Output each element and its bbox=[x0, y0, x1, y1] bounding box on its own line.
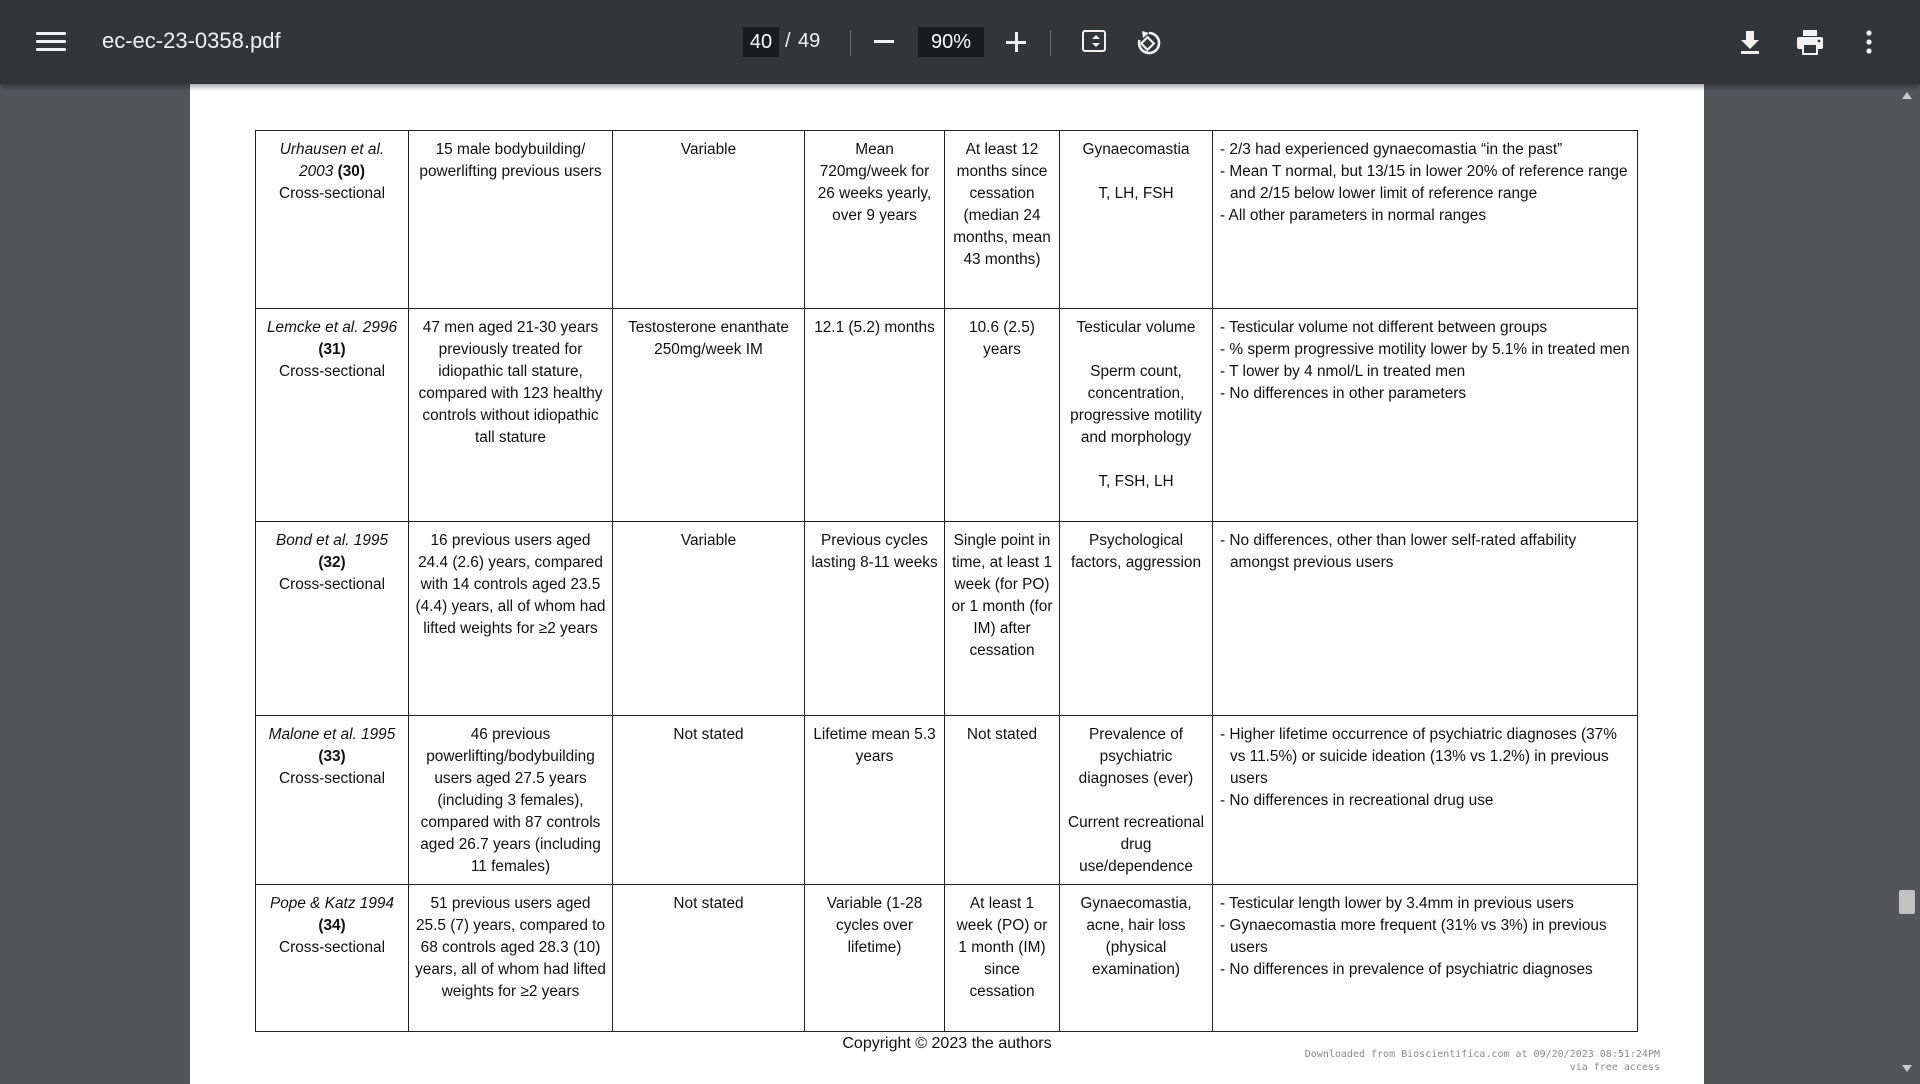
minus-icon[interactable] bbox=[874, 40, 894, 43]
vertical-scrollbar[interactable] bbox=[1894, 84, 1920, 1080]
duration-cell: Lifetime mean 5.3 years bbox=[805, 716, 945, 885]
document-title: ec-ec-23-0358.pdf bbox=[102, 28, 281, 53]
participants-cell: 15 male bodybuilding/ powerlifting previous users bbox=[409, 131, 613, 309]
toolbar-divider bbox=[1050, 30, 1051, 56]
time-since-cessation-cell: At least 12 months since cessation (median 24 months, mean 43 months) bbox=[945, 131, 1060, 309]
finding-item: - Testicular volume not different between groups bbox=[1220, 319, 1548, 336]
study-cell bbox=[256, 885, 409, 1032]
study-reference: (30) bbox=[337, 163, 365, 180]
findings-cell bbox=[1213, 885, 1638, 1032]
rotate-icon[interactable] bbox=[1134, 28, 1164, 58]
pdf-toolbar bbox=[0, 0, 1920, 84]
table-row bbox=[256, 885, 1638, 1032]
outcomes-cell: Testicular volume Sperm count, concentration, progressive motility and morphology T, FSH, LH bbox=[1060, 309, 1213, 522]
more-vertical-icon[interactable] bbox=[1860, 28, 1878, 56]
time-since-cessation-cell: 10.6 (2.5) years bbox=[945, 309, 1060, 522]
regimen-cell: Variable bbox=[613, 522, 805, 716]
time-since-cessation-cell: Single point in time, at least 1 week (for PO) or 1 month (for IM) after cessation bbox=[945, 522, 1060, 716]
study-cell bbox=[256, 716, 409, 885]
outcomes-cell: Psychological factors, aggression bbox=[1060, 522, 1213, 716]
duration-cell: Previous cycles lasting 8-11 weeks bbox=[805, 522, 945, 716]
finding-item: - T lower by 4 nmol/L in treated men bbox=[1220, 363, 1466, 380]
table-row bbox=[256, 131, 1638, 309]
scroll-down-arrow-icon[interactable] bbox=[1902, 1065, 1912, 1072]
time-since-cessation-cell: Not stated bbox=[945, 716, 1060, 885]
study-name: Malone et al. 1995 bbox=[268, 726, 396, 743]
toolbar-divider bbox=[850, 30, 851, 56]
study-design: Cross-sectional bbox=[278, 576, 386, 593]
study-reference: (31) bbox=[318, 341, 346, 358]
regimen-cell: Variable bbox=[613, 131, 805, 309]
findings-cell bbox=[1213, 716, 1638, 885]
findings-cell bbox=[1213, 309, 1638, 522]
participants-cell: 47 men aged 21-30 years previously treated for idiopathic tall stature, compared with 123 healthy controls without idiopathic tall stature bbox=[409, 309, 613, 522]
finding-item: - No differences, other than lower self-rated affability amongst previous users bbox=[1220, 532, 1577, 571]
study-name: Urhausen et al. 2003 bbox=[279, 141, 385, 180]
page-separator: / bbox=[785, 30, 791, 52]
participants-cell: 16 previous users aged 24.4 (2.6) years, compared with 14 controls aged 23.5 (4.4) years, all of whom had lifted weights for ≥2 years bbox=[409, 522, 613, 716]
outcomes-cell: Gynaecomastia, acne, hair loss (physical examination) bbox=[1060, 885, 1213, 1032]
table-row bbox=[256, 522, 1638, 716]
outcomes-cell: Prevalence of psychiatric diagnoses (ever) Current recreational drug use/dependence bbox=[1060, 716, 1213, 885]
scroll-thumb[interactable] bbox=[1899, 890, 1915, 914]
findings-cell bbox=[1213, 522, 1638, 716]
zoom-level[interactable]: 90% bbox=[918, 27, 984, 57]
print-icon[interactable] bbox=[1795, 28, 1825, 56]
finding-item: - Gynaecomastia more frequent (31% vs 3%) in previous users bbox=[1220, 917, 1607, 956]
study-cell bbox=[256, 522, 409, 716]
finding-item: - All other parameters in normal ranges bbox=[1220, 207, 1487, 224]
hamburger-menu-icon[interactable] bbox=[36, 28, 66, 56]
study-design: Cross-sectional bbox=[278, 363, 386, 380]
table-row bbox=[256, 309, 1638, 522]
findings-cell bbox=[1213, 131, 1638, 309]
study-cell bbox=[256, 309, 409, 522]
regimen-cell: Testosterone enanthate 250mg/week IM bbox=[613, 309, 805, 522]
finding-item: - No differences in recreational drug use bbox=[1220, 792, 1494, 809]
scroll-up-arrow-icon[interactable] bbox=[1902, 92, 1912, 99]
study-reference: (32) bbox=[318, 554, 346, 571]
study-design: Cross-sectional bbox=[278, 939, 386, 956]
duration-cell: Mean 720mg/week for 26 weeks yearly, over 9 years bbox=[805, 131, 945, 309]
fit-to-page-icon[interactable] bbox=[1082, 30, 1106, 52]
download-icon[interactable] bbox=[1736, 28, 1764, 56]
download-stamp-line: Downloaded from Bioscientifica.com at 09/20/2023 08:51:24PM bbox=[1304, 1049, 1660, 1060]
finding-item: - Testicular length lower by 3.4mm in previous users bbox=[1220, 895, 1574, 912]
finding-item: - Mean T normal, but 13/15 in lower 20% of reference range and 2/15 below lower limit of reference range bbox=[1220, 163, 1628, 202]
study-reference: (34) bbox=[318, 917, 346, 934]
regimen-cell: Not stated bbox=[613, 716, 805, 885]
finding-item: - % sperm progressive motility lower by 5.1% in treated men bbox=[1220, 341, 1630, 358]
total-pages: 49 bbox=[798, 30, 821, 52]
pdf-page bbox=[190, 84, 1704, 1084]
study-reference: (33) bbox=[318, 748, 346, 765]
participants-cell: 51 previous users aged 25.5 (7) years, compared to 68 controls aged 28.3 (10) years, all of whom had lifted weights for ≥2 years bbox=[409, 885, 613, 1032]
duration-cell: Variable (1-28 cycles over lifetime) bbox=[805, 885, 945, 1032]
study-cell bbox=[256, 131, 409, 309]
table-row bbox=[256, 716, 1638, 885]
study-design: Cross-sectional bbox=[278, 185, 386, 202]
copyright-text: Copyright © 2023 the authors bbox=[842, 1035, 1052, 1052]
finding-item: - No differences in other parameters bbox=[1220, 385, 1467, 402]
study-design: Cross-sectional bbox=[278, 770, 386, 787]
duration-cell: 12.1 (5.2) months bbox=[805, 309, 945, 522]
study-name: Pope & Katz 1994 bbox=[269, 895, 395, 912]
study-name: Lemcke et al. 2996 bbox=[266, 319, 398, 336]
study-table bbox=[255, 130, 1638, 1032]
finding-item: - No differences in prevalence of psychiatric diagnoses bbox=[1220, 961, 1593, 978]
outcomes-cell: Gynaecomastia T, LH, FSH bbox=[1060, 131, 1213, 309]
regimen-cell: Not stated bbox=[613, 885, 805, 1032]
download-stamp bbox=[1305, 1048, 1660, 1074]
time-since-cessation-cell: At least 1 week (PO) or 1 month (IM) since cessation bbox=[945, 885, 1060, 1032]
study-name: Bond et al. 1995 bbox=[275, 532, 389, 549]
participants-cell: 46 previous powerlifting/bodybuilding users aged 27.5 years (including 3 females), compared with 87 controls aged 26.7 years (including 11 females) bbox=[409, 716, 613, 885]
finding-item: - Higher lifetime occurrence of psychiatric diagnoses (37% vs 11.5%) or suicide ideation (13% vs 1.2%) in previous users bbox=[1220, 726, 1617, 787]
plus-icon-vertical[interactable] bbox=[1015, 32, 1018, 52]
page-number-input[interactable] bbox=[743, 27, 779, 57]
download-stamp-line: via free access bbox=[1569, 1062, 1660, 1073]
finding-item: - 2/3 had experienced gynaecomastia “in the past” bbox=[1220, 141, 1563, 158]
